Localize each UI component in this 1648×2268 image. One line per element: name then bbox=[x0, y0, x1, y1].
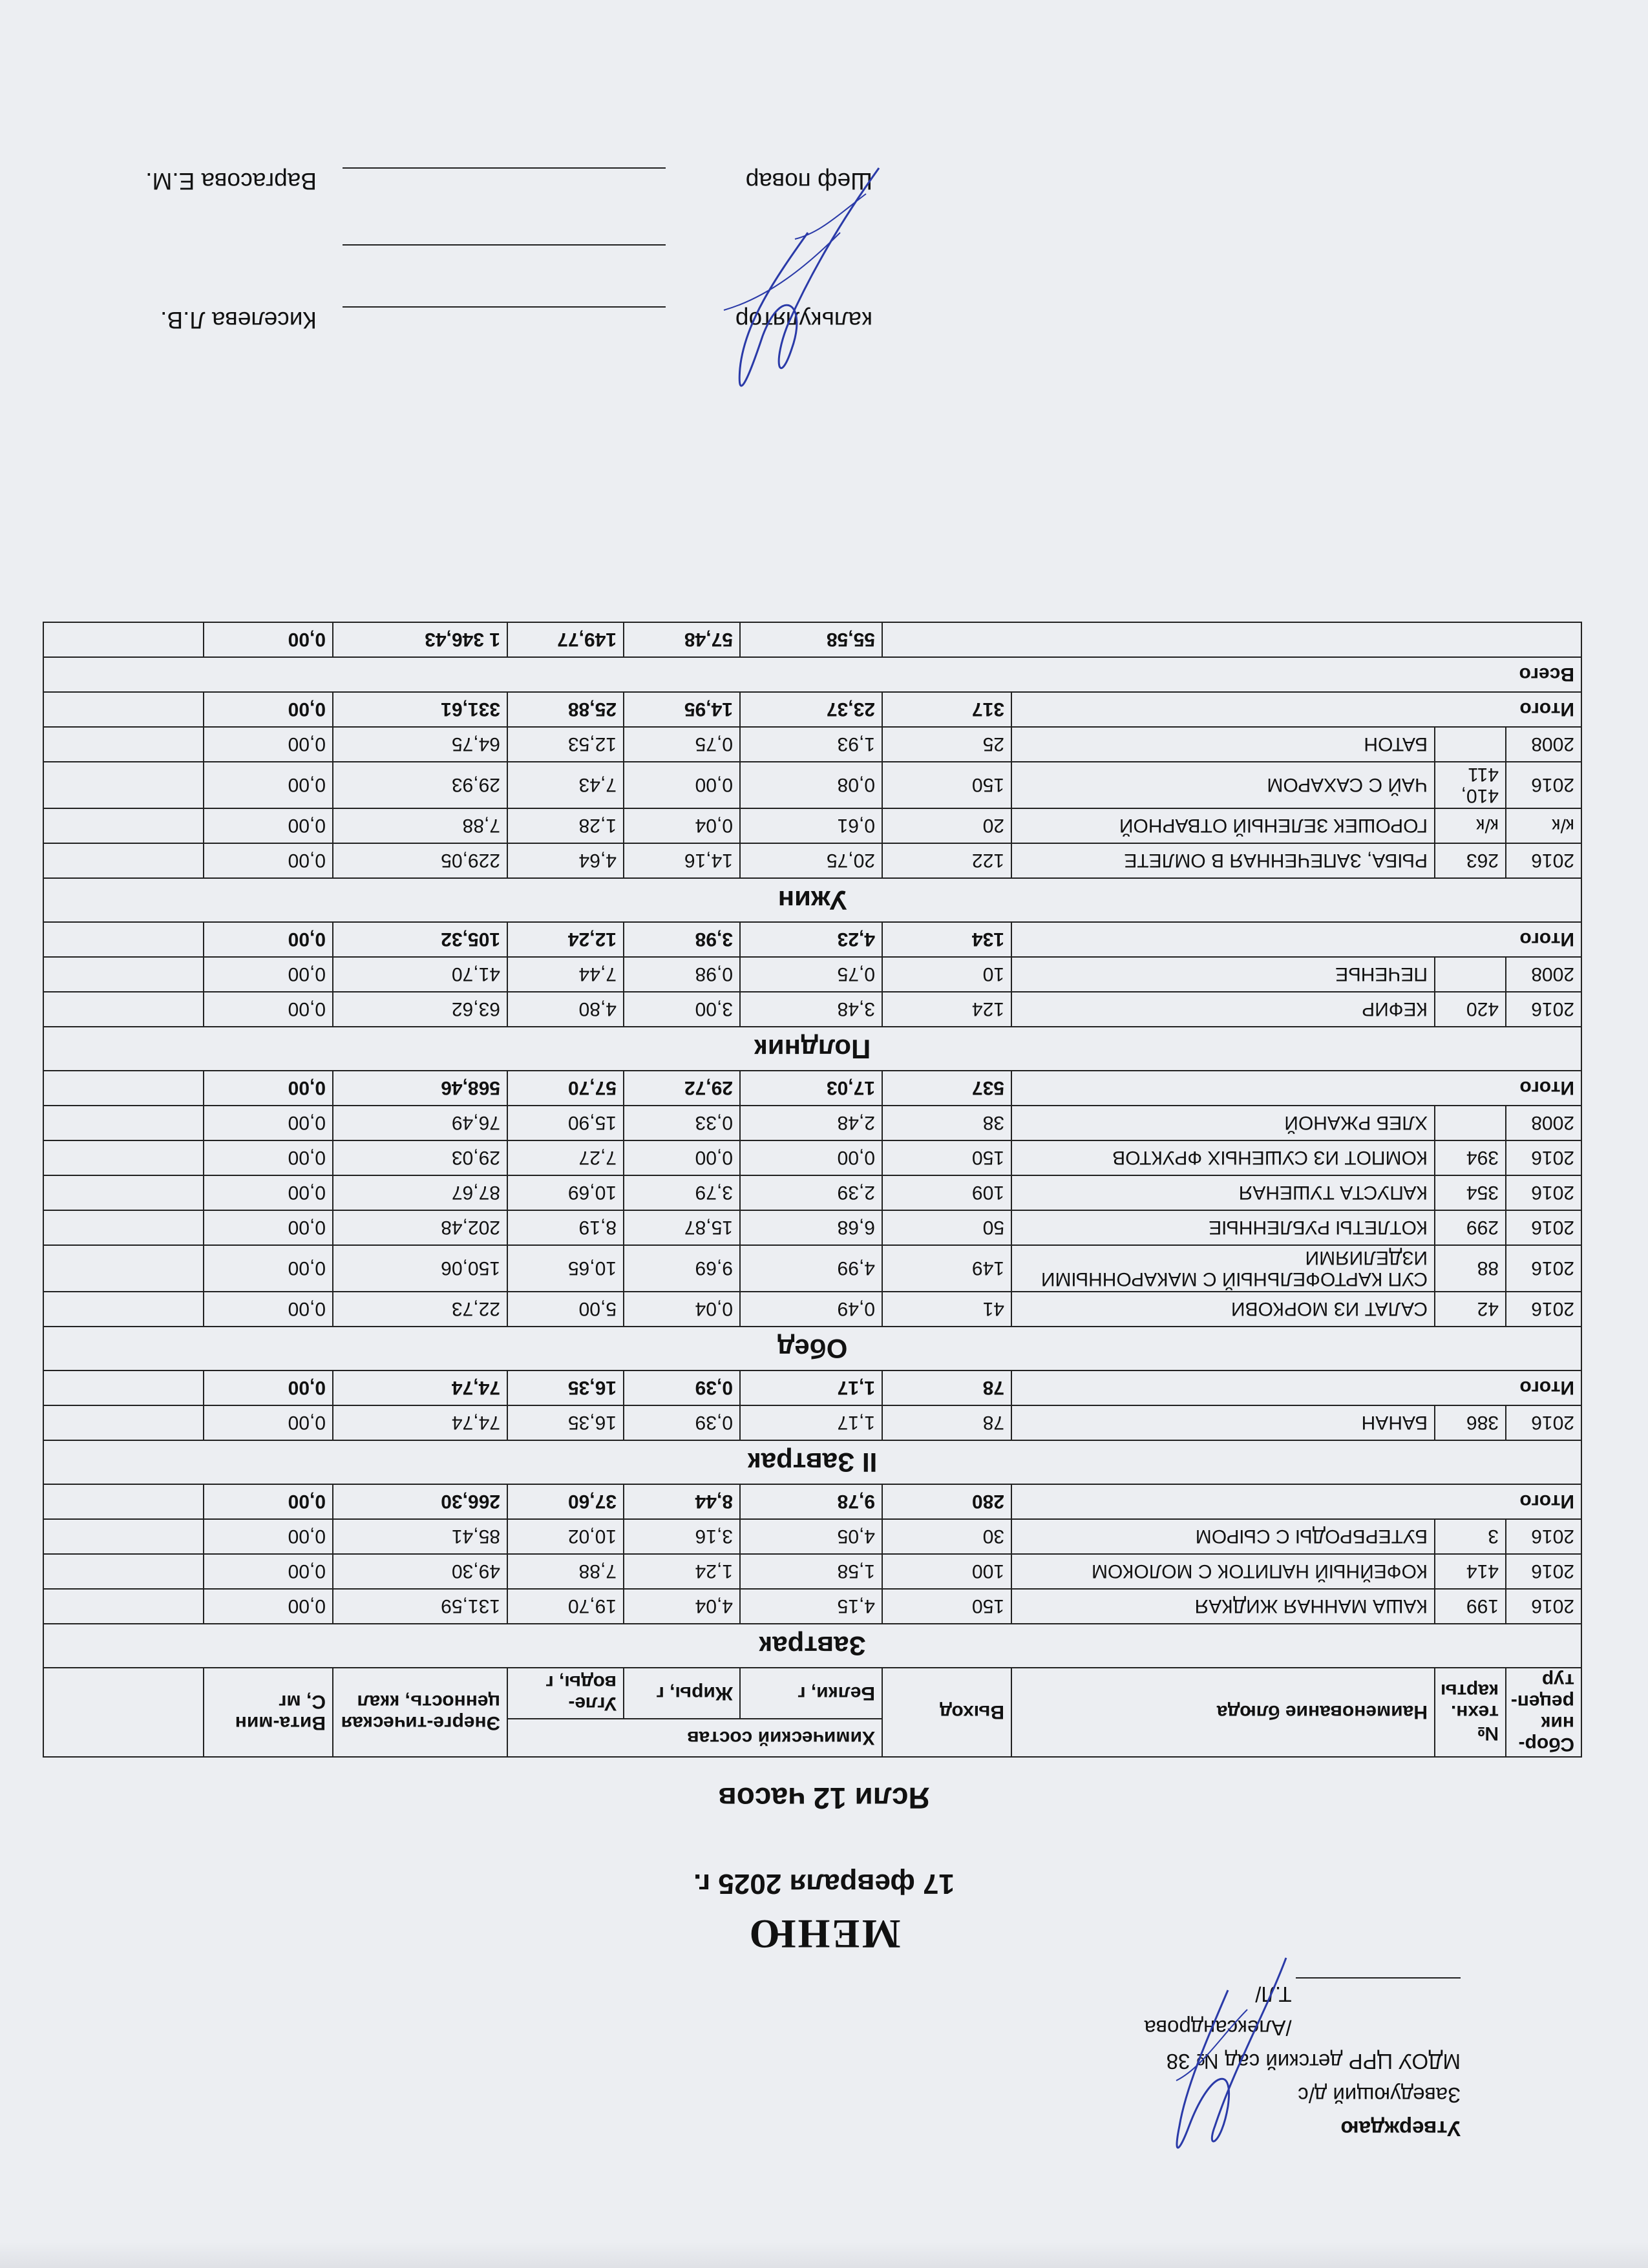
yield-cell: 150 bbox=[882, 1140, 1011, 1175]
collection-cell: 2016 bbox=[1506, 1519, 1581, 1554]
fat-cell: 0,04 bbox=[624, 1292, 740, 1327]
energy-cell: 150,06 bbox=[333, 1245, 507, 1292]
vitamin-cell: 0,00 bbox=[204, 1245, 333, 1292]
scan-shadow bbox=[0, 2242, 1648, 2268]
yield-cell: 50 bbox=[882, 1210, 1011, 1245]
carbs-cell: 7,27 bbox=[507, 1140, 624, 1175]
carbs-cell: 7,43 bbox=[507, 762, 624, 808]
dish-row bbox=[43, 957, 1581, 992]
card-number-cell: 263 bbox=[1435, 843, 1506, 878]
card-number-cell: 88 bbox=[1435, 1245, 1506, 1292]
dish-row bbox=[43, 1210, 1581, 1245]
collection-cell: 2016 bbox=[1506, 1292, 1581, 1327]
section-title: Завтрак bbox=[43, 1624, 1581, 1668]
menu-date: 17 февраля 2025 г. bbox=[693, 1868, 955, 1900]
carbs-cell: 19,70 bbox=[507, 1589, 624, 1624]
protein-cell: 6,68 bbox=[740, 1210, 882, 1245]
section-total-row bbox=[43, 1071, 1581, 1106]
carbs-cell: 10,65 bbox=[507, 1245, 624, 1292]
carbs-cell: 15,90 bbox=[507, 1106, 624, 1140]
filler-cell bbox=[43, 1140, 204, 1175]
dish-name-cell: БУТЕРБРОДЫ С СЫРОМ bbox=[1011, 1519, 1435, 1554]
total-energy: 105,32 bbox=[333, 922, 507, 957]
card-number-cell bbox=[1435, 727, 1506, 762]
section-header-row bbox=[43, 1624, 1581, 1668]
card-number-cell bbox=[1435, 1106, 1506, 1140]
filler-cell bbox=[43, 1589, 204, 1624]
approval-signature bbox=[1144, 1951, 1312, 2165]
section-header-row bbox=[43, 1440, 1581, 1484]
vitamin-cell: 0,00 bbox=[204, 1175, 333, 1210]
yield-cell: 150 bbox=[882, 1589, 1011, 1624]
carbs-cell: 1,28 bbox=[507, 808, 624, 843]
approval-position-line1: Заведующий д/с bbox=[1298, 2083, 1461, 2107]
grand-total-protein: 55,58 bbox=[740, 622, 882, 657]
vitamin-cell: 0,00 bbox=[204, 1140, 333, 1175]
total-label: Итого bbox=[1011, 1071, 1581, 1106]
total-label: Итого bbox=[1011, 692, 1581, 727]
yield-cell: 41 bbox=[882, 1292, 1011, 1327]
section-total-row bbox=[43, 692, 1581, 727]
filler-cell bbox=[43, 957, 204, 992]
dish-name-cell: КОФЕЙНЫЙ НАПИТОК С МОЛОКОМ bbox=[1011, 1554, 1435, 1589]
collection-cell: 2016 bbox=[1506, 1405, 1581, 1440]
dish-row bbox=[43, 1140, 1581, 1175]
energy-cell: 22,73 bbox=[333, 1292, 507, 1327]
dish-name-cell: БАТОН bbox=[1011, 727, 1435, 762]
total-vitamin: 0,00 bbox=[204, 922, 333, 957]
filler-cell bbox=[43, 622, 204, 657]
total-carbs: 37,60 bbox=[507, 1484, 624, 1519]
filler-cell bbox=[43, 1519, 204, 1554]
dish-row bbox=[43, 1589, 1581, 1624]
yield-cell: 25 bbox=[882, 727, 1011, 762]
total-vitamin: 0,00 bbox=[204, 1071, 333, 1106]
card-number-cell: 299 bbox=[1435, 1210, 1506, 1245]
card-number-cell: 410, 411 bbox=[1435, 762, 1506, 808]
carbs-cell: 7,44 bbox=[507, 957, 624, 992]
fat-cell: 0,75 bbox=[624, 727, 740, 762]
grand-total-energy: 1 346,43 bbox=[333, 622, 507, 657]
total-yield: 317 bbox=[882, 692, 1011, 727]
collection-cell: 2016 bbox=[1506, 1210, 1581, 1245]
card-number-cell: к/к bbox=[1435, 808, 1506, 843]
fat-cell: 0,04 bbox=[624, 808, 740, 843]
signature-name: Варгасова Е.М. bbox=[145, 168, 317, 194]
yield-cell: 20 bbox=[882, 808, 1011, 843]
grand-total-values-row bbox=[43, 622, 1581, 657]
total-protein: 17,03 bbox=[740, 1071, 882, 1106]
filler-cell bbox=[43, 808, 204, 843]
energy-cell: 229,05 bbox=[333, 843, 507, 878]
header-protein: Белки, г bbox=[740, 1668, 882, 1719]
fat-cell: 15,87 bbox=[624, 1210, 740, 1245]
filler-cell bbox=[43, 922, 204, 957]
grand-total-carbs: 149,77 bbox=[507, 622, 624, 657]
approval-position-line2: МДОУ ЦРР детский сад № 38 bbox=[1166, 2050, 1461, 2074]
vitamin-cell: 0,00 bbox=[204, 727, 333, 762]
protein-cell: 1,93 bbox=[740, 727, 882, 762]
energy-cell: 41,70 bbox=[333, 957, 507, 992]
yield-cell: 100 bbox=[882, 1554, 1011, 1589]
total-carbs: 57,70 bbox=[507, 1071, 624, 1106]
section-title: Полдник bbox=[43, 1027, 1581, 1071]
section-total-row bbox=[43, 1370, 1581, 1405]
dish-name-cell: ПЕЧЕНЬЕ bbox=[1011, 957, 1435, 992]
collection-cell: 2008 bbox=[1506, 1106, 1581, 1140]
carbs-cell: 4,80 bbox=[507, 992, 624, 1027]
total-yield: 280 bbox=[882, 1484, 1011, 1519]
carbs-cell: 16,35 bbox=[507, 1405, 624, 1440]
section-total-row bbox=[43, 1484, 1581, 1519]
protein-cell: 20,75 bbox=[740, 843, 882, 878]
grand-total-vitamin: 0,00 bbox=[204, 622, 333, 657]
energy-cell: 87,67 bbox=[333, 1175, 507, 1210]
grand-total-label-row bbox=[43, 657, 1581, 692]
carbs-cell: 8,19 bbox=[507, 1210, 624, 1245]
protein-cell: 0,08 bbox=[740, 762, 882, 808]
vitamin-cell: 0,00 bbox=[204, 1589, 333, 1624]
total-protein: 4,23 bbox=[740, 922, 882, 957]
header-dish-name: Наименование блюда bbox=[1011, 1668, 1435, 1757]
total-carbs: 25,88 bbox=[507, 692, 624, 727]
filler-cell bbox=[43, 727, 204, 762]
total-fat: 0,39 bbox=[624, 1370, 740, 1405]
filler-cell bbox=[43, 1405, 204, 1440]
dish-name-cell: ХЛЕБ РЖАНОЙ bbox=[1011, 1106, 1435, 1140]
header-fat: Жиры, г bbox=[624, 1668, 740, 1719]
header-vitamin: Вита-мин С, мг bbox=[204, 1668, 333, 1757]
dish-row bbox=[43, 992, 1581, 1027]
dish-row bbox=[43, 808, 1581, 843]
vitamin-cell: 0,00 bbox=[204, 1292, 333, 1327]
fat-cell: 3,79 bbox=[624, 1175, 740, 1210]
protein-cell: 2,48 bbox=[740, 1106, 882, 1140]
protein-cell: 1,58 bbox=[740, 1554, 882, 1589]
collection-cell: 2016 bbox=[1506, 992, 1581, 1027]
header-card-no: № техн. карты bbox=[1435, 1668, 1506, 1757]
total-energy: 331,61 bbox=[333, 692, 507, 727]
carbs-cell: 7,88 bbox=[507, 1554, 624, 1589]
signature-role: Шеф повар bbox=[745, 168, 872, 194]
collection-cell: к/к bbox=[1506, 808, 1581, 843]
filler-cell bbox=[43, 1370, 204, 1405]
yield-cell: 38 bbox=[882, 1106, 1011, 1140]
yield-cell: 30 bbox=[882, 1519, 1011, 1554]
vitamin-cell: 0,00 bbox=[204, 1106, 333, 1140]
protein-cell: 4,05 bbox=[740, 1519, 882, 1554]
approval-sign-line bbox=[1296, 1977, 1461, 2004]
total-yield: 78 bbox=[882, 1370, 1011, 1405]
fat-cell: 9,69 bbox=[624, 1245, 740, 1292]
energy-cell: 202,48 bbox=[333, 1210, 507, 1245]
total-vitamin: 0,00 bbox=[204, 692, 333, 727]
total-vitamin: 0,00 bbox=[204, 1370, 333, 1405]
energy-cell: 85,41 bbox=[333, 1519, 507, 1554]
fat-cell: 3,16 bbox=[624, 1519, 740, 1554]
energy-cell: 49,30 bbox=[333, 1554, 507, 1589]
dish-row bbox=[43, 843, 1581, 878]
total-protein: 23,37 bbox=[740, 692, 882, 727]
card-number-cell: 386 bbox=[1435, 1405, 1506, 1440]
total-label: Итого bbox=[1011, 922, 1581, 957]
grand-total-fat: 57,48 bbox=[624, 622, 740, 657]
vitamin-cell: 0,00 bbox=[204, 808, 333, 843]
card-number-cell: 414 bbox=[1435, 1554, 1506, 1589]
energy-cell: 76,49 bbox=[333, 1106, 507, 1140]
total-fat: 8,44 bbox=[624, 1484, 740, 1519]
total-label: Итого bbox=[1011, 1370, 1581, 1405]
total-vitamin: 0,00 bbox=[204, 1484, 333, 1519]
section-header-row bbox=[43, 1027, 1581, 1071]
menu-table bbox=[43, 622, 1582, 1758]
total-carbs: 12,24 bbox=[507, 922, 624, 957]
total-protein: 1,17 bbox=[740, 1370, 882, 1405]
grand-total-label: Всего bbox=[43, 657, 1581, 692]
vitamin-cell: 0,00 bbox=[204, 843, 333, 878]
collection-cell: 2016 bbox=[1506, 1175, 1581, 1210]
signature-role: калькулятор bbox=[735, 307, 872, 333]
filler-cell bbox=[43, 1554, 204, 1589]
grand-total-spacer bbox=[882, 622, 1581, 657]
chef-signature bbox=[704, 155, 918, 426]
total-fat: 3,98 bbox=[624, 922, 740, 957]
header-carbs: Угле-воды, г bbox=[507, 1668, 624, 1719]
fat-cell: 0,39 bbox=[624, 1405, 740, 1440]
total-yield: 134 bbox=[882, 922, 1011, 957]
signature-extra-line bbox=[343, 244, 666, 246]
carbs-cell: 10,02 bbox=[507, 1519, 624, 1554]
dish-name-cell: ГОРОШЕК ЗЕЛЕНЫЙ ОТВАРНОЙ bbox=[1011, 808, 1435, 843]
fat-cell: 0,00 bbox=[624, 762, 740, 808]
dish-row bbox=[43, 1519, 1581, 1554]
fat-cell: 1,24 bbox=[624, 1554, 740, 1589]
dish-row bbox=[43, 727, 1581, 762]
dish-row bbox=[43, 1175, 1581, 1210]
total-fat: 14,95 bbox=[624, 692, 740, 727]
filler-cell bbox=[43, 1175, 204, 1210]
total-protein: 9,78 bbox=[740, 1484, 882, 1519]
dish-row bbox=[43, 1292, 1581, 1327]
collection-cell: 2016 bbox=[1506, 1245, 1581, 1292]
vitamin-cell: 0,00 bbox=[204, 957, 333, 992]
total-energy: 74,74 bbox=[333, 1370, 507, 1405]
fat-cell: 0,98 bbox=[624, 957, 740, 992]
fat-cell: 0,00 bbox=[624, 1140, 740, 1175]
card-number-cell: 3 bbox=[1435, 1519, 1506, 1554]
vitamin-cell: 0,00 bbox=[204, 992, 333, 1027]
collection-cell: 2008 bbox=[1506, 957, 1581, 992]
carbs-cell: 4,64 bbox=[507, 843, 624, 878]
energy-cell: 74,74 bbox=[333, 1405, 507, 1440]
total-carbs: 16,35 bbox=[507, 1370, 624, 1405]
protein-cell: 0,61 bbox=[740, 808, 882, 843]
yield-cell: 149 bbox=[882, 1245, 1011, 1292]
dish-row bbox=[43, 762, 1581, 808]
section-header-row bbox=[43, 878, 1581, 922]
yield-cell: 109 bbox=[882, 1175, 1011, 1210]
header-filler bbox=[43, 1668, 204, 1757]
vitamin-cell: 0,00 bbox=[204, 762, 333, 808]
header-yield: Выход bbox=[882, 1668, 1011, 1757]
energy-cell: 63,62 bbox=[333, 992, 507, 1027]
energy-cell: 64,75 bbox=[333, 727, 507, 762]
dish-name-cell: СУП КАРТОФЕЛЬНЫЙ С МАКАРОННЫМИ ИЗДЕЛИЯМИ bbox=[1011, 1245, 1435, 1292]
collection-cell: 2016 bbox=[1506, 843, 1581, 878]
dish-name-cell: КЕФИР bbox=[1011, 992, 1435, 1027]
carbs-cell: 12,53 bbox=[507, 727, 624, 762]
filler-cell bbox=[43, 992, 204, 1027]
carbs-cell: 10,69 bbox=[507, 1175, 624, 1210]
dish-row bbox=[43, 1554, 1581, 1589]
protein-cell: 0,00 bbox=[740, 1140, 882, 1175]
collection-cell: 2016 bbox=[1506, 1554, 1581, 1589]
fat-cell: 0,33 bbox=[624, 1106, 740, 1140]
total-label: Итого bbox=[1011, 1484, 1581, 1519]
signature-line bbox=[343, 167, 666, 197]
vitamin-cell: 0,00 bbox=[204, 1210, 333, 1245]
total-energy: 266,30 bbox=[333, 1484, 507, 1519]
collection-cell: 2016 bbox=[1506, 1140, 1581, 1175]
carbs-cell: 5,00 bbox=[507, 1292, 624, 1327]
filler-cell bbox=[43, 1245, 204, 1292]
dish-name-cell: КАПУСТА ТУШЕНАЯ bbox=[1011, 1175, 1435, 1210]
protein-cell: 3,48 bbox=[740, 992, 882, 1027]
filler-cell bbox=[43, 843, 204, 878]
collection-cell: 2008 bbox=[1506, 727, 1581, 762]
menu-table-body bbox=[43, 622, 1581, 1668]
yield-cell: 124 bbox=[882, 992, 1011, 1027]
yield-cell: 122 bbox=[882, 843, 1011, 878]
yield-cell: 150 bbox=[882, 762, 1011, 808]
card-number-cell bbox=[1435, 957, 1506, 992]
fat-cell: 3,00 bbox=[624, 992, 740, 1027]
protein-cell: 0,49 bbox=[740, 1292, 882, 1327]
total-fat: 29,72 bbox=[624, 1071, 740, 1106]
yield-cell: 10 bbox=[882, 957, 1011, 992]
header-chemical: Химический состав bbox=[507, 1719, 882, 1757]
dish-row bbox=[43, 1106, 1581, 1140]
protein-cell: 4,99 bbox=[740, 1245, 882, 1292]
dish-name-cell: БАНАН bbox=[1011, 1405, 1435, 1440]
protein-cell: 2,39 bbox=[740, 1175, 882, 1210]
collection-cell: 2016 bbox=[1506, 1589, 1581, 1624]
protein-cell: 0,75 bbox=[740, 957, 882, 992]
section-title: Ужин bbox=[43, 878, 1581, 922]
energy-cell: 131,59 bbox=[333, 1589, 507, 1624]
dish-row bbox=[43, 1245, 1581, 1292]
vitamin-cell: 0,00 bbox=[204, 1554, 333, 1589]
section-title: II Завтрак bbox=[43, 1440, 1581, 1484]
group-name: Ясли 12 часов bbox=[718, 1781, 930, 1815]
total-energy: 568,46 bbox=[333, 1071, 507, 1106]
energy-cell: 7,88 bbox=[333, 808, 507, 843]
dish-name-cell: ЧАЙ С САХАРОМ bbox=[1011, 762, 1435, 808]
dish-row bbox=[43, 1405, 1581, 1440]
signature-name: Киселева Л.В. bbox=[160, 307, 317, 333]
filler-cell bbox=[43, 692, 204, 727]
filler-cell bbox=[43, 762, 204, 808]
filler-cell bbox=[43, 1210, 204, 1245]
card-number-cell: 42 bbox=[1435, 1292, 1506, 1327]
fat-cell: 14,16 bbox=[624, 843, 740, 878]
card-number-cell: 199 bbox=[1435, 1589, 1506, 1624]
total-yield: 537 bbox=[882, 1071, 1011, 1106]
vitamin-cell: 0,00 bbox=[204, 1519, 333, 1554]
header-row-1 bbox=[43, 1719, 1581, 1757]
dish-name-cell: КОТЛЕТЫ РУБЛЕННЫЕ bbox=[1011, 1210, 1435, 1245]
protein-cell: 1,17 bbox=[740, 1405, 882, 1440]
protein-cell: 4,15 bbox=[740, 1589, 882, 1624]
header-energy: Энерге-тическая ценность, ккал bbox=[333, 1668, 507, 1757]
approval-name: /Александрова Т.Л/ bbox=[1144, 1982, 1292, 2040]
collection-cell: 2016 bbox=[1506, 762, 1581, 808]
dish-name-cell: КОМПОТ ИЗ СУШЕНЫХ ФРУКТОВ bbox=[1011, 1140, 1435, 1175]
energy-cell: 29,93 bbox=[333, 762, 507, 808]
filler-cell bbox=[43, 1484, 204, 1519]
yield-cell: 78 bbox=[882, 1405, 1011, 1440]
filler-cell bbox=[43, 1292, 204, 1327]
fat-cell: 4,04 bbox=[624, 1589, 740, 1624]
dish-name-cell: КАША МАННАЯ ЖИДКАЯ bbox=[1011, 1589, 1435, 1624]
filler-cell bbox=[43, 1071, 204, 1106]
energy-cell: 29,03 bbox=[333, 1140, 507, 1175]
vitamin-cell: 0,00 bbox=[204, 1405, 333, 1440]
section-header-row bbox=[43, 1327, 1581, 1370]
section-title: Обед bbox=[43, 1327, 1581, 1370]
header-collection: Сбор-ник рецеп-тур bbox=[1506, 1668, 1581, 1757]
card-number-cell: 420 bbox=[1435, 992, 1506, 1027]
dish-name-cell: РЫБА, ЗАПЕЧЕННАЯ В ОМЛЕТЕ bbox=[1011, 843, 1435, 878]
filler-cell bbox=[43, 1106, 204, 1140]
document-title: МЕНЮ bbox=[747, 1911, 901, 1957]
approval-heading: Утверждаю bbox=[1340, 2117, 1461, 2141]
card-number-cell: 354 bbox=[1435, 1175, 1506, 1210]
section-total-row bbox=[43, 922, 1581, 957]
card-number-cell: 394 bbox=[1435, 1140, 1506, 1175]
signature-line bbox=[343, 306, 666, 336]
dish-name-cell: САЛАТ ИЗ МОРКОВИ bbox=[1011, 1292, 1435, 1327]
